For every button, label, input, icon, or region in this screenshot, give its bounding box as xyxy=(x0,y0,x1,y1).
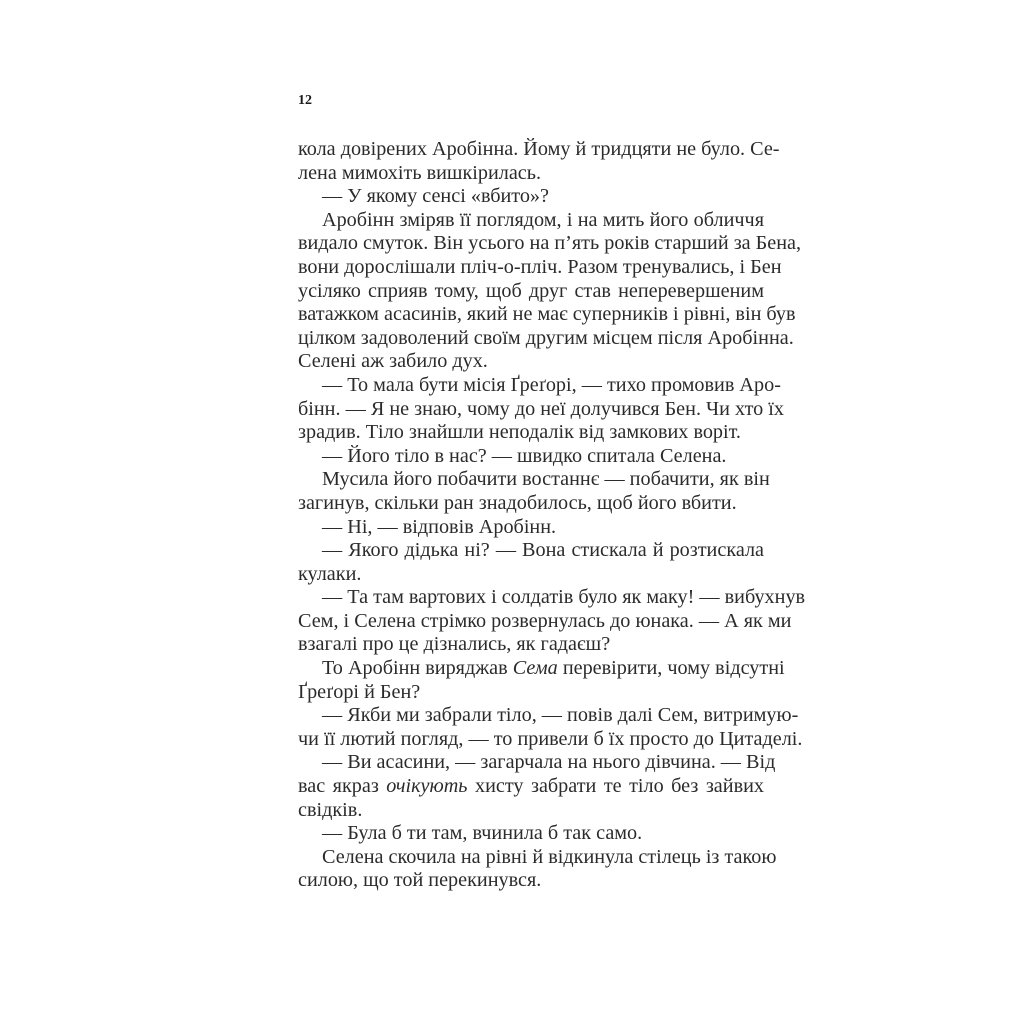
text-line: усіляко сприяв тому, щоб друг став неперевершеним xyxy=(298,279,764,302)
text-line: — Була б ти там, вчинила б так само. xyxy=(322,822,643,845)
text-line: — Якби ми забрали тіло, — повів далі Сем, витримую- xyxy=(322,704,799,727)
text-line: вони дорослішали пліч-о-пліч. Разом тренувались, і Бен xyxy=(298,255,782,278)
text-line: кулаки. xyxy=(298,562,362,585)
text-line: — То мала бути місія Ґреґорі, — тихо промовив Аро- xyxy=(322,373,781,396)
text-segment: перевірити, чому відсутні xyxy=(557,657,785,680)
text-segment: То Аробінн виряджав xyxy=(322,657,513,680)
text-line-with-italic xyxy=(298,657,785,681)
text-line: — Його тіло в нас? — швидко спитала Селена. xyxy=(322,444,727,467)
italic-emphasis: очікують xyxy=(386,775,468,798)
text-line: чи її лютий погляд, — то привели б їх просто до Цитаделі. xyxy=(298,727,803,750)
italic-emphasis: Сема xyxy=(512,657,558,680)
text-line: Сем, і Селена стрімко розвернулась до юнака. — А як ми xyxy=(298,609,792,632)
text-line: — Ні, — відповів Аробінн. xyxy=(322,515,557,538)
text-line: — Ви асасини, — загарчала на нього дівчина. — Від xyxy=(322,751,776,774)
text-line: зрадив. Тіло знайшли неподалік від замкових воріт. xyxy=(298,421,741,444)
page-number: 12 xyxy=(298,93,312,108)
text-line: свідків. xyxy=(298,798,363,821)
text-line: Селена скочила на рівні й відкинула стілець із такою xyxy=(322,845,777,868)
text-line: Селені аж забило дух. xyxy=(298,350,488,373)
text-line: загинув, скільки ран знадобилось, щоб його вбити. xyxy=(298,491,737,514)
text-line: бінн. — Я не знаю, чому до неї долучився Бен. Чи хто їх xyxy=(298,397,784,420)
text-line: Ґреґорі й Бен? xyxy=(298,680,421,703)
text-line: Мусила його побачити востаннє — побачити, як він xyxy=(322,468,770,491)
text-line: взагалі про це дізнались, як гадаєш? xyxy=(298,633,611,656)
text-line: — У якому сенсі «вбито»? xyxy=(322,185,549,208)
text-segment: вас якраз xyxy=(298,775,387,798)
text-segment: хисту забрати те тіло без зайвих xyxy=(467,775,764,798)
text-line: — Якого дідька ні? — Вона стискала й розтискала xyxy=(322,539,764,562)
text-line-with-italic xyxy=(298,775,764,799)
text-line: ватажком асасинів, який не має суперників і рівні, він був xyxy=(298,303,796,326)
text-line: кола довірених Аробінна. Йому й тридцяти не було. Се- xyxy=(298,138,780,160)
text-line: силою, що той перекинувся. xyxy=(298,869,542,892)
text-line: цілком задоволений своїм другим місцем після Аробінна. xyxy=(298,326,794,349)
text-line: лена мимохіть вишкірилась. xyxy=(298,161,542,184)
text-line: видало смуток. Він усього на п’ять років старший за Бена, xyxy=(298,232,802,255)
text-line: Аробінн зміряв її поглядом, і на мить його обличчя xyxy=(322,208,764,231)
body-text xyxy=(298,138,806,893)
text-line: — Та там вартових і солдатів було як маку! — вибухнув xyxy=(322,586,806,609)
